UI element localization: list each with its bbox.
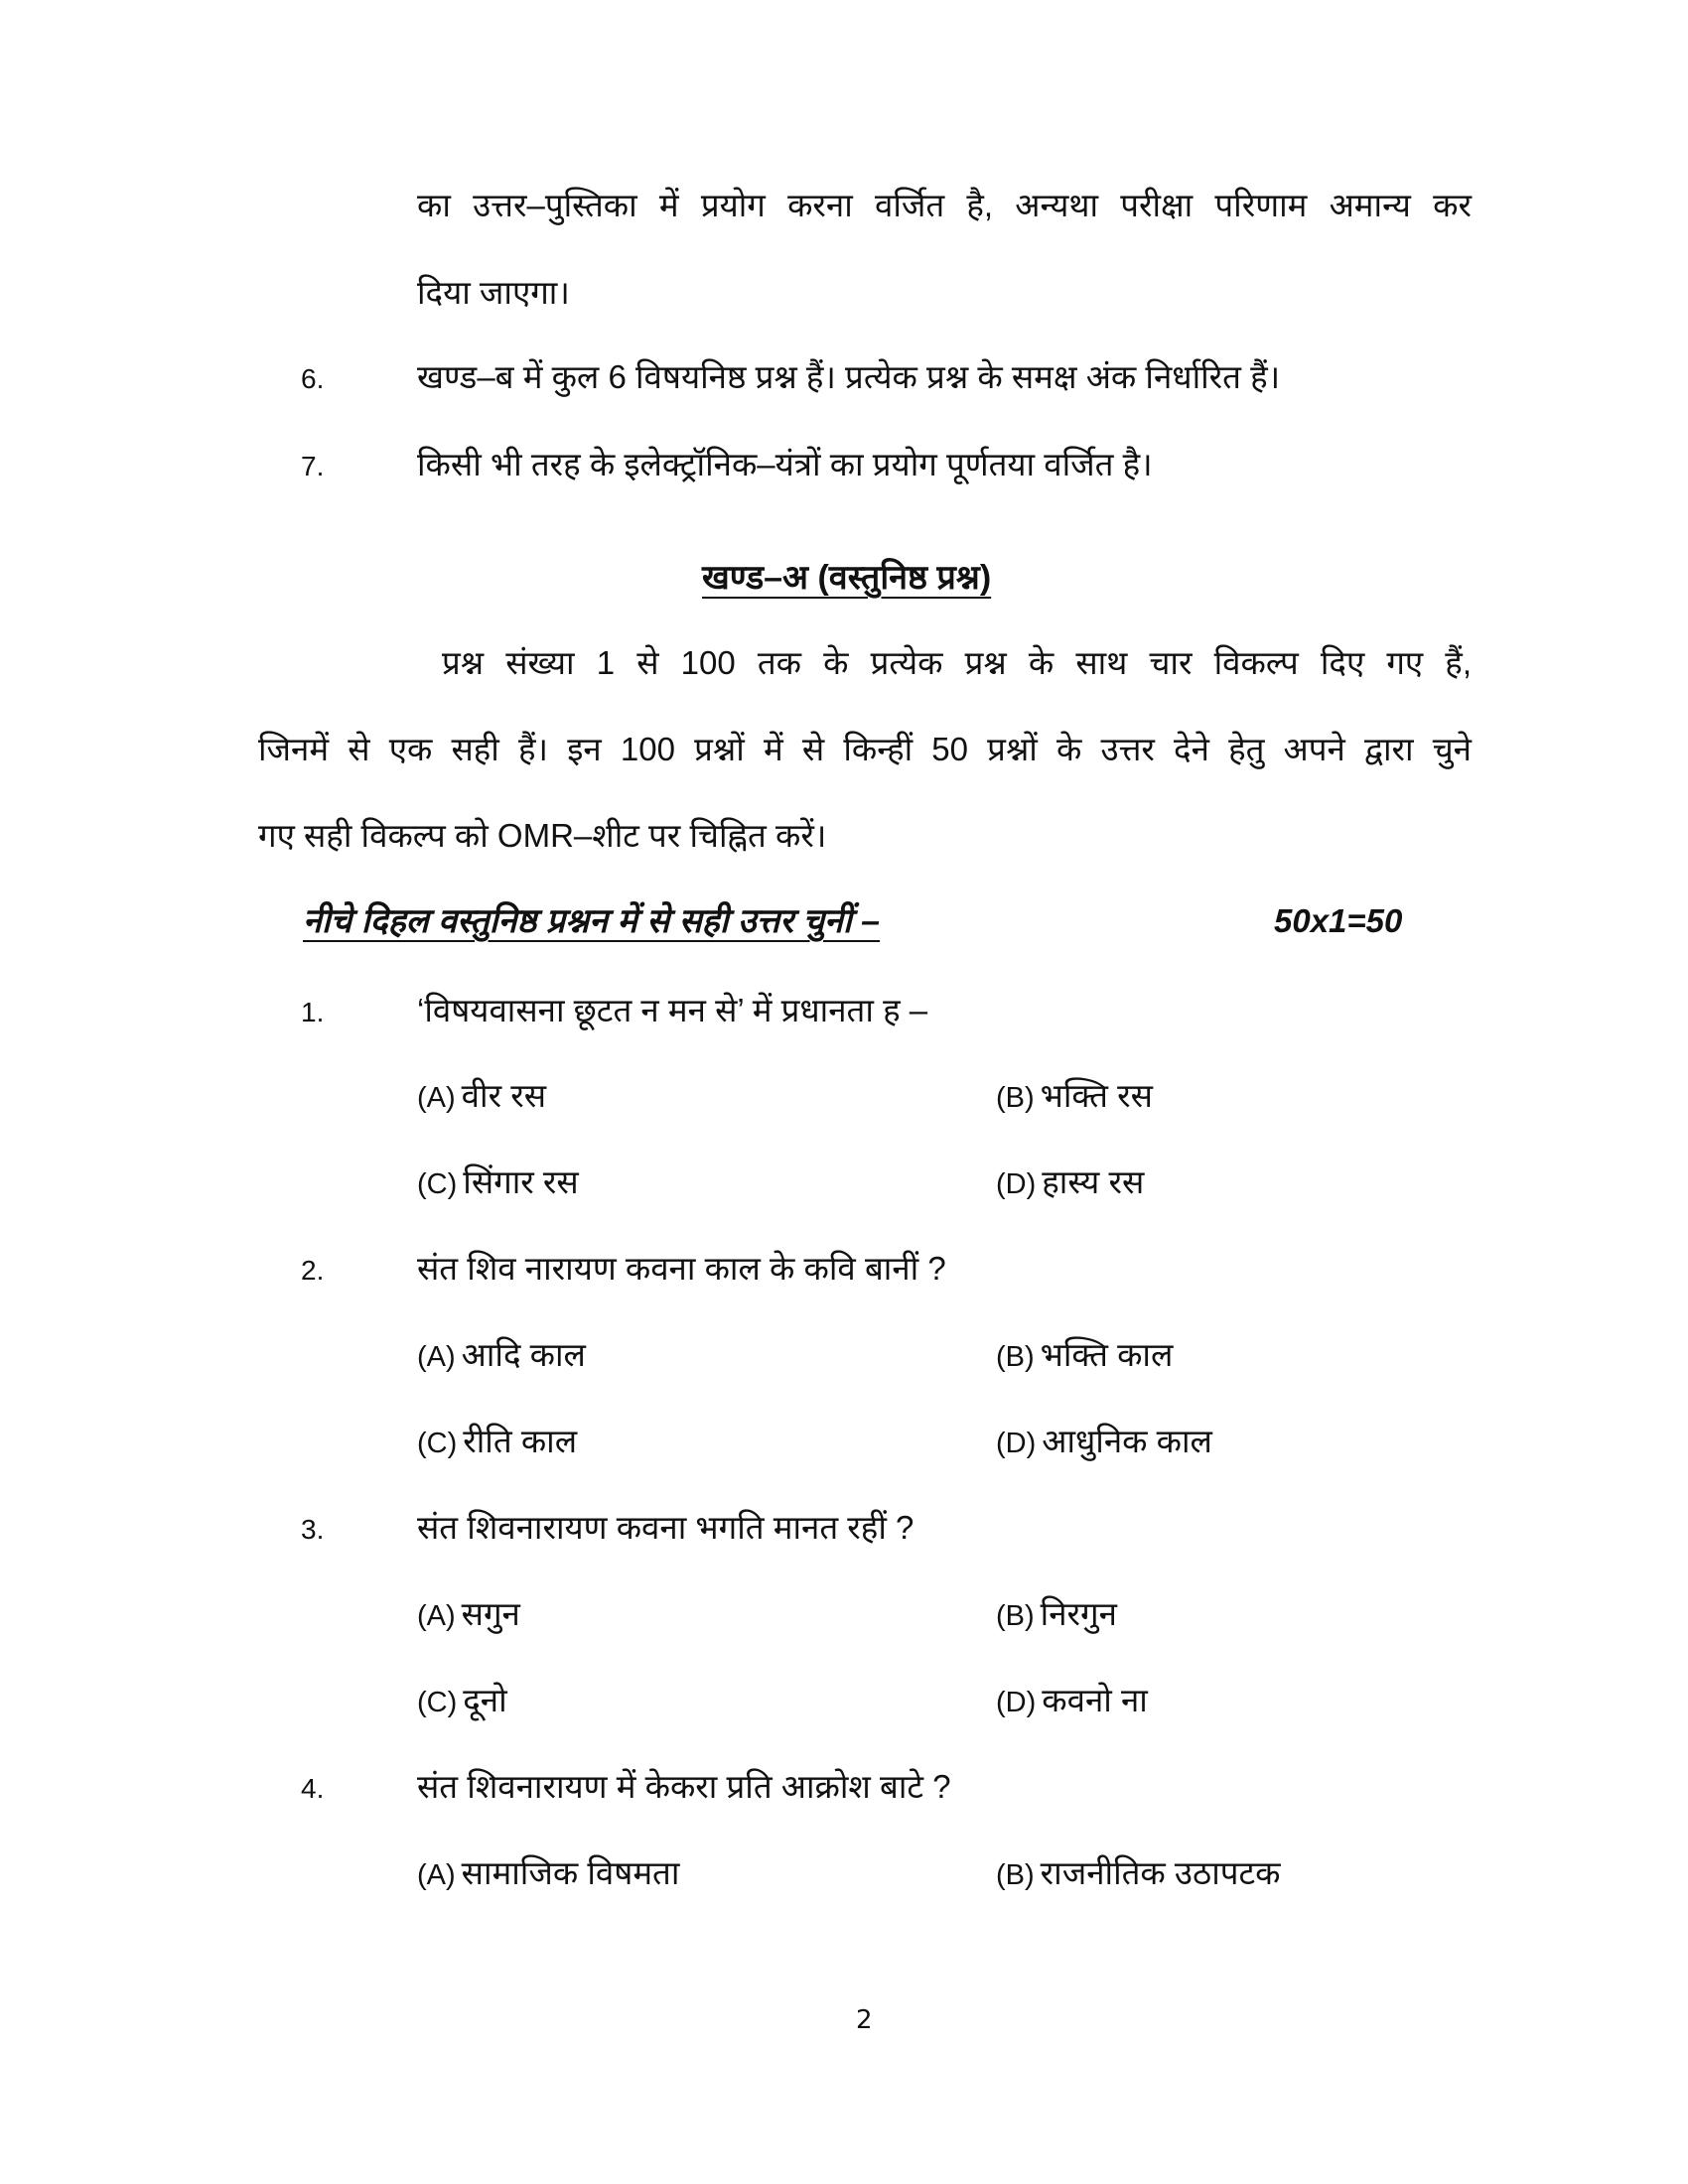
option-text: कवनो ना [1042,1682,1148,1718]
option-text: दूनो [463,1682,507,1718]
instruction-continuation-line2: दिया जाएगा। [417,274,570,311]
option-label: (A) [417,1600,456,1632]
option-label: (B) [996,1341,1035,1373]
section-paragraph-line1: प्रश्न संख्या 1 से 100 तक के प्रत्येक प्रश्न के साथ चार विकल्प दिए गए हैं, [442,644,1472,681]
questions-subheading: नीचे दिहल वस्तुनिष्ठ प्रश्नन में से सही उत्तर चुनीं – [303,902,881,940]
question-number: 2. [301,1255,325,1286]
question-number: 3. [301,1514,325,1545]
option-a [417,1592,520,1638]
option-text: सिंगार रस [463,1163,579,1200]
option-a [417,1074,546,1120]
option-text: राजनीतिक उठापटक [1040,1854,1281,1891]
option-text: निरगुन [1040,1595,1117,1632]
option-text: सामाजिक विषमता [461,1854,680,1891]
option-label: (A) [417,1859,456,1891]
option-label: (D) [996,1687,1037,1718]
option-text: हास्य रस [1042,1163,1145,1200]
instruction-number: 6. [301,363,325,394]
option-text: भक्ति रस [1040,1077,1153,1114]
option-label: (C) [417,1687,458,1718]
question-text: ‘विषयवासना छूटत न मन से’ में प्रधानता ह – [417,992,928,1028]
option-d [996,1679,1148,1724]
option-text: रीति काल [463,1423,578,1459]
question-text: संत शिवनारायण में केकरा प्रति आक्रोश बाटे ? [417,1768,951,1805]
option-c [417,1160,579,1206]
section-paragraph-line3: गए सही विकल्प को OMR–शीट पर चिह्नित करें। [258,817,827,854]
instruction-text: खण्ड–ब में कुल 6 विषयनिष्ठ प्रश्न हैं। प्रत्येक प्रश्न के समक्ष अंक निर्धारित हैं। [417,358,1281,395]
option-text: भक्ति काल [1040,1336,1174,1373]
option-a [417,1851,679,1897]
option-label: (C) [417,1428,458,1459]
option-label: (C) [417,1168,458,1200]
option-b [996,1851,1280,1897]
option-b [996,1333,1173,1379]
question-text: संत शिव नारायण कवना काल के कवि बानीं ? [417,1250,946,1287]
question-number: 1. [301,997,325,1027]
instruction-number: 7. [301,451,325,481]
option-a [417,1333,586,1379]
option-c [417,1420,577,1465]
option-text: सगुन [461,1595,520,1632]
option-b [996,1592,1117,1638]
option-label: (A) [417,1082,456,1114]
option-text: वीर रस [461,1077,547,1114]
option-c [417,1679,507,1724]
marks-label: 50x1=50 [1274,902,1403,939]
question-number: 4. [301,1773,325,1804]
option-d [996,1160,1144,1206]
question-text: संत शिवनारायण कवना भगति मानत रहीं ? [417,1509,914,1546]
option-text: आधुनिक काल [1042,1423,1212,1459]
option-label: (B) [996,1082,1035,1114]
option-label: (B) [996,1600,1035,1632]
page-number: 2 [856,2005,873,2035]
option-b [996,1074,1153,1120]
option-d [996,1420,1212,1465]
section-paragraph-line2: जिनमें से एक सही हैं। इन 100 प्रश्नों में से किन्हीं 50 प्रश्नों के उत्तर देने हेतु अपने द्वारा चुने [258,731,1472,767]
instruction-text: किसी भी तरह के इलेक्ट्रॉनिक–यंत्रों का प्रयोग पूर्णतया वर्जित है। [417,446,1153,482]
instruction-continuation-line1: का उत्तर–पुस्तिका में प्रयोग करना वर्जित है, अन्यथा परीक्षा परिणाम अमान्य कर [417,187,1472,223]
option-label: (D) [996,1168,1037,1200]
option-label: (B) [996,1859,1035,1891]
section-title: खण्ड–अ (वस्तुनिष्ठ प्रश्न) [702,559,992,597]
option-label: (D) [996,1428,1037,1459]
option-label: (A) [417,1341,456,1373]
option-text: आदि काल [461,1336,586,1373]
